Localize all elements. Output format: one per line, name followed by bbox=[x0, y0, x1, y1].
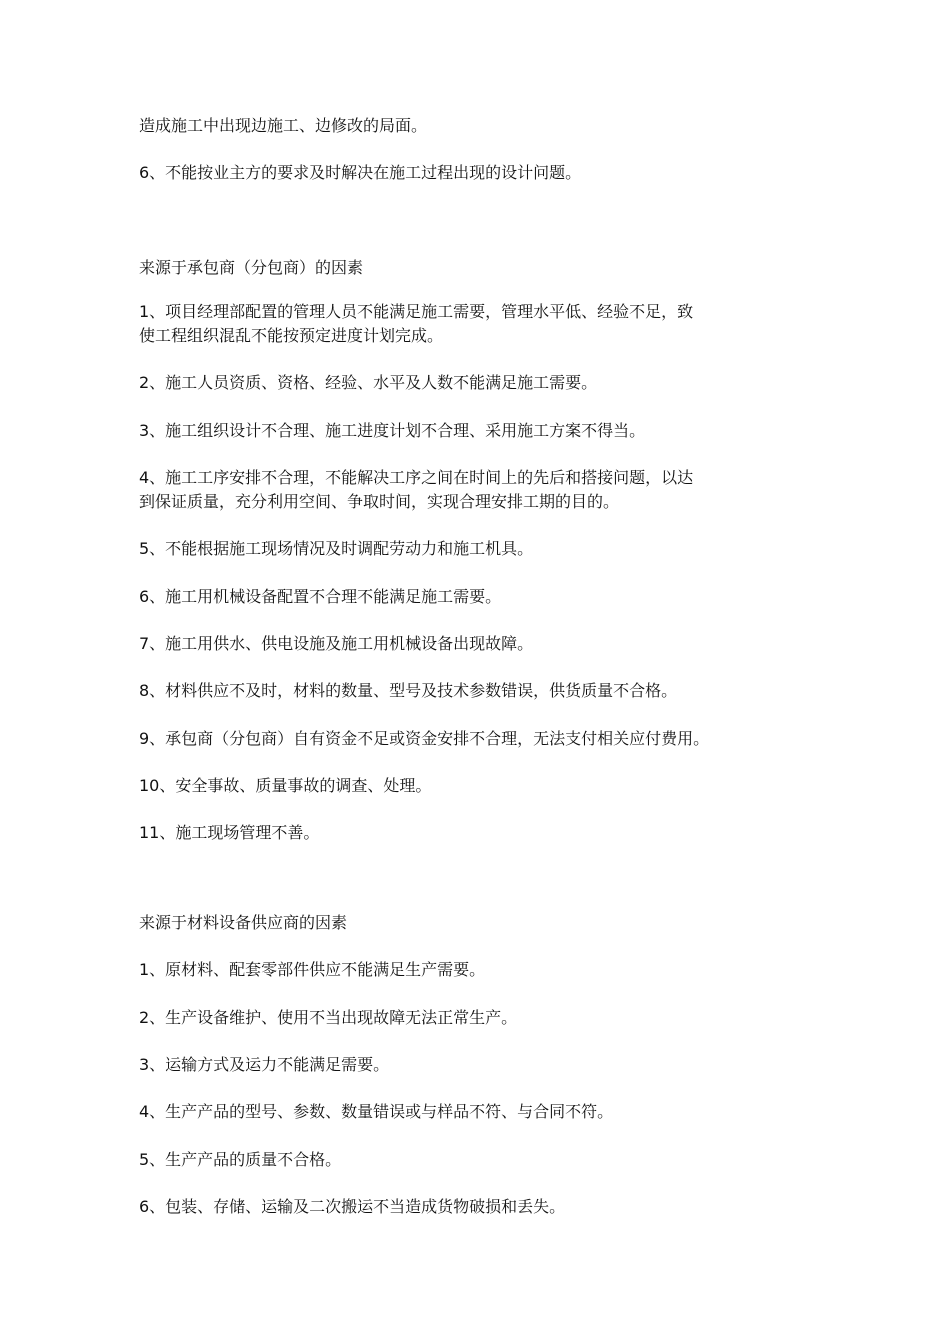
supplier-item-3: 3、运输方式及运力不能满足需要。 bbox=[139, 1055, 390, 1074]
contractor-item-9: 9、承包商（分包商）自有资金不足或资金安排不合理，无法支付相关应付费用。 bbox=[139, 729, 710, 748]
paragraph-design-item-6: 6、不能按业主方的要求及时解决在施工过程出现的设计问题。 bbox=[139, 163, 582, 182]
supplier-item-2: 2、生产设备维护、使用不当出现故障无法正常生产。 bbox=[139, 1008, 518, 1027]
contractor-item-2: 2、施工人员资质、资格、经验、水平及人数不能满足施工需要。 bbox=[139, 373, 598, 392]
supplier-item-1: 1、原材料、配套零部件供应不能满足生产需要。 bbox=[139, 960, 486, 979]
supplier-item-4: 4、生产产品的型号、参数、数量错误或与样品不符、与合同不符。 bbox=[139, 1102, 614, 1121]
contractor-item-5: 5、不能根据施工现场情况及时调配劳动力和施工机具。 bbox=[139, 539, 534, 558]
contractor-item-3: 3、施工组织设计不合理、施工进度计划不合理、采用施工方案不得当。 bbox=[139, 421, 646, 440]
contractor-item-8: 8、材料供应不及时，材料的数量、型号及技术参数错误，供货质量不合格。 bbox=[139, 681, 678, 700]
contractor-item-1-line-1: 1、项目经理部配置的管理人员不能满足施工需要，管理水平低、经验不足，致 bbox=[139, 302, 694, 321]
contractor-item-11: 11、施工现场管理不善。 bbox=[139, 823, 320, 842]
section-heading-supplier: 来源于材料设备供应商的因素 bbox=[139, 913, 348, 932]
supplier-item-6: 6、包装、存储、运输及二次搬运不当造成货物破损和丢失。 bbox=[139, 1197, 566, 1216]
contractor-item-1 bbox=[139, 300, 693, 348]
contractor-item-10: 10、安全事故、质量事故的调查、处理。 bbox=[139, 776, 432, 795]
section-heading-contractor: 来源于承包商（分包商）的因素 bbox=[139, 258, 364, 277]
contractor-item-1-line-2: 使工程组织混乱不能按预定进度计划完成。 bbox=[139, 326, 444, 345]
contractor-item-4-line-2: 到保证质量，充分利用空间、争取时间，实现合理安排工期的目的。 bbox=[139, 492, 620, 511]
supplier-item-5: 5、生产产品的质量不合格。 bbox=[139, 1150, 342, 1169]
contractor-item-4-line-1: 4、施工工序安排不合理，不能解决工序之间在时间上的先后和搭接问题，以达 bbox=[139, 468, 694, 487]
contractor-item-7: 7、施工用供水、供电设施及施工用机械设备出现故障。 bbox=[139, 634, 534, 653]
contractor-item-6: 6、施工用机械设备配置不合理不能满足施工需要。 bbox=[139, 587, 502, 606]
contractor-item-4 bbox=[139, 466, 693, 514]
paragraph-continuation: 造成施工中出现边施工、边修改的局面。 bbox=[139, 116, 428, 135]
